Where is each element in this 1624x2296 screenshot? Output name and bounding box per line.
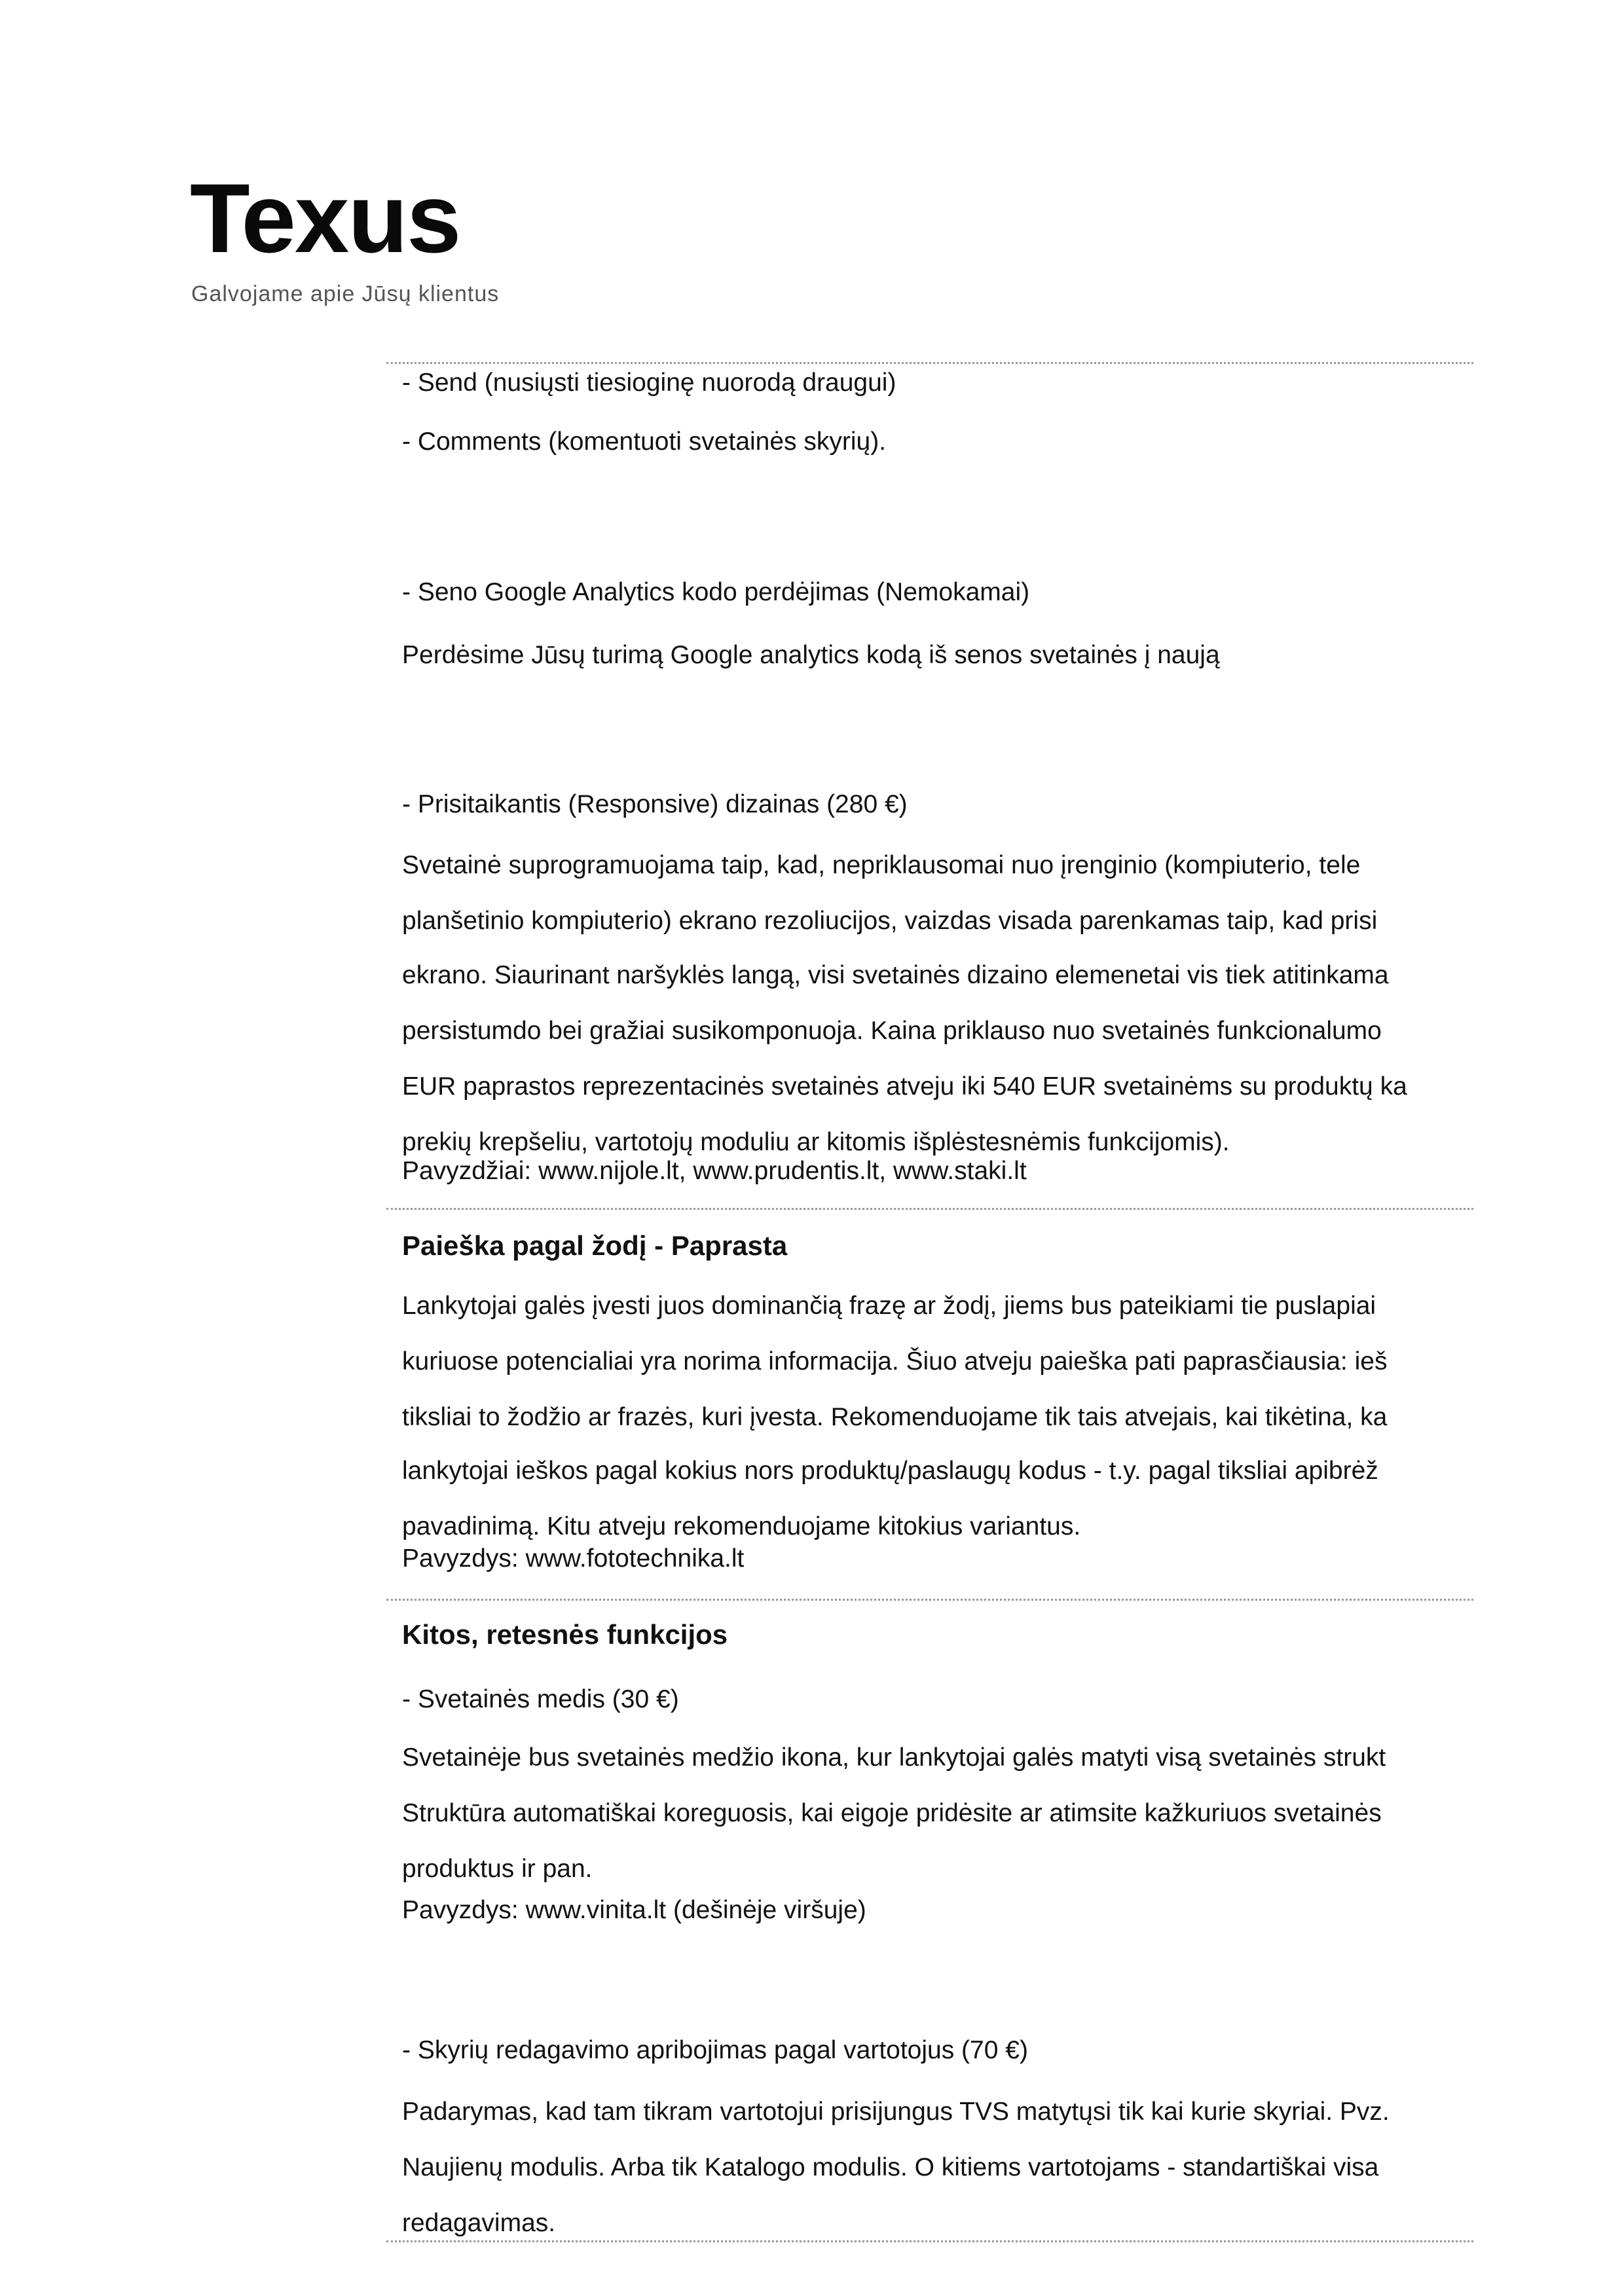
tagline: Galvojame apie Jūsų klientus bbox=[191, 282, 500, 306]
paragraph-line: Perdėsime Jūsų turimą Google analytics kodą iš senos svetainės į naują bbox=[402, 641, 1220, 669]
paragraph-line: Naujienų modulis. Arba tik Katalogo modulis. O kitiems vartotojams - standartiškai visa bbox=[402, 2153, 1379, 2181]
example-links: Pavyzdys: www.fototechnika.lt bbox=[402, 1544, 745, 1573]
section-heading: Kitos, retesnės funkcijos bbox=[402, 1619, 728, 1650]
paragraph-line: Padarymas, kad tam tikram vartotojui prisijungus TVS matytųsi tik kai kurie skyriai. Pvz. bbox=[402, 2098, 1390, 2126]
paragraph-line: kuriuose potencialiai yra norima informacija. Šiuo atveju paieška pati paprasčiausia: ieš bbox=[402, 1347, 1388, 1376]
paragraph-line: ekrano. Siaurinant naršyklės langą, visi svetainės dizaino elemenetai vis tiek atitinkama bbox=[402, 961, 1389, 989]
example-links: Pavyzdžiai: www.nijole.lt, www.prudentis.lt, www.staki.lt bbox=[402, 1157, 1027, 1185]
list-item: - Skyrių redagavimo apribojimas pagal vartotojus (70 €) bbox=[402, 2036, 1028, 2064]
example-links: Pavyzdys: www.vinita.lt (dešinėje viršuje) bbox=[402, 1896, 866, 1924]
section-heading: Paieška pagal žodį - Paprasta bbox=[402, 1230, 788, 1261]
paragraph-line: persistumdo bei gražiai susikomponuoja. Kaina priklauso nuo svetainės funkcionalumo bbox=[402, 1017, 1382, 1045]
list-item: - Comments (komentuoti svetainės skyrių). bbox=[402, 428, 887, 456]
paragraph-line: pavadinimą. Kitu atveju rekomenduojame kitokius variantus. bbox=[402, 1512, 1081, 1540]
paragraph-line: redagavimas. bbox=[402, 2209, 556, 2237]
paragraph-line: prekių krepšeliu, vartotojų moduliu ar kitomis išplėstesnėmis funkcijomis). bbox=[402, 1128, 1230, 1156]
list-item: - Prisitaikantis (Responsive) dizainas (280 €) bbox=[402, 790, 908, 818]
list-item: - Svetainės medis (30 €) bbox=[402, 1685, 679, 1713]
paragraph-line: produktus ir pan. bbox=[402, 1855, 593, 1883]
list-item: - Seno Google Analytics kodo perdėjimas (Nemokamai) bbox=[402, 578, 1030, 606]
paragraph-line: tiksliai to žodžio ar frazės, kuri įvesta. Rekomenduojame tik tais atvejais, kai tikėtina, ka bbox=[402, 1403, 1388, 1431]
paragraph-line: lankytojai ieškos pagal kokius nors produktų/paslaugų kodus - t.y. pagal tiksliai apibrėž bbox=[402, 1457, 1378, 1485]
paragraph-line: EUR paprastos reprezentacinės svetainės atveju iki 540 EUR svetainėms su produktų ka bbox=[402, 1072, 1407, 1101]
document-body bbox=[402, 0, 1467, 2296]
paragraph-line: Svetainėje bus svetainės medžio ikona, kur lankytojai galės matyti visą svetainės strukt bbox=[402, 1743, 1386, 1772]
paragraph-line: Svetainė suprogramuojama taip, kad, nepriklausomai nuo įrenginio (kompiuterio, tele bbox=[402, 851, 1361, 879]
paragraph-line: Struktūra automatiškai koreguosis, kai eigoje pridėsite ar atimsite kažkuriuos svetainės bbox=[402, 1799, 1382, 1827]
paragraph-line: Lankytojai galės įvesti juos dominančią frazę ar žodį, jiems bus pateikiami tie puslapiai bbox=[402, 1292, 1376, 1320]
list-item: - Send (nusiųsti tiesioginę nuorodą draugui) bbox=[402, 369, 896, 397]
paragraph-line: planšetinio kompiuterio) ekrano rezoliucijos, vaizdas visada parenkamas taip, kad prisi bbox=[402, 907, 1378, 935]
logo: Texus bbox=[190, 163, 460, 273]
